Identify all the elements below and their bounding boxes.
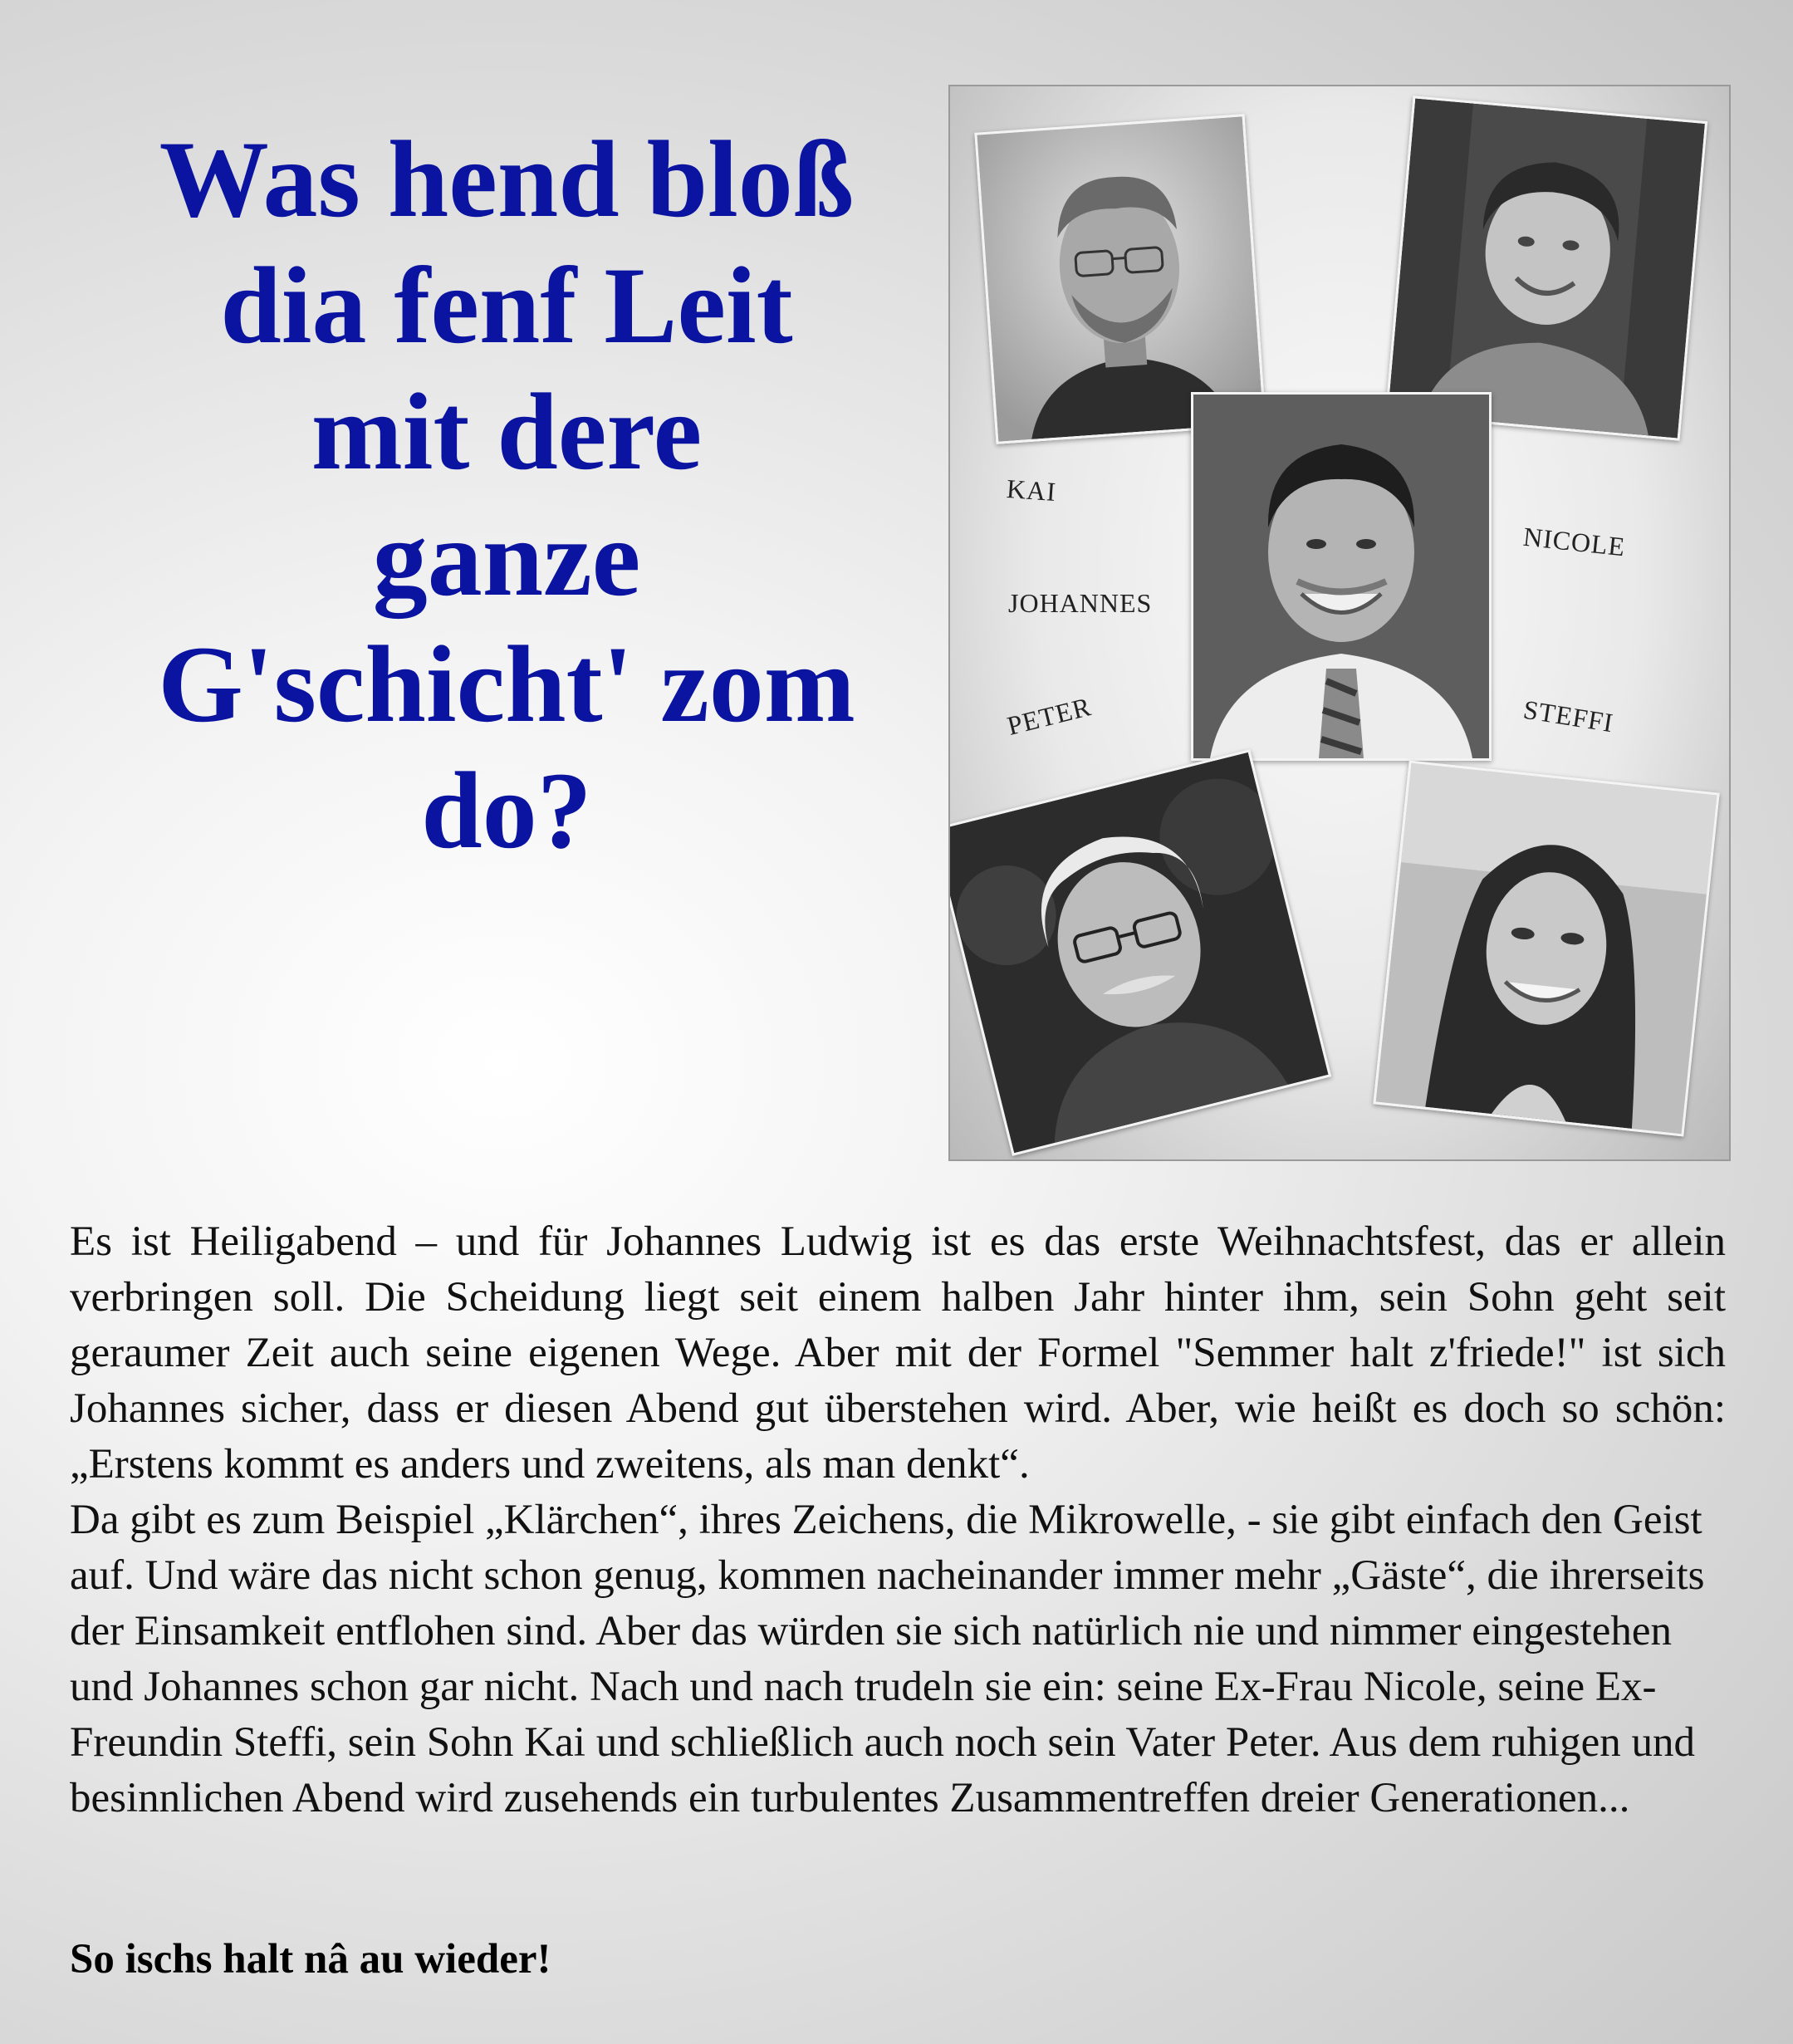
headline-line: mit dere xyxy=(311,370,703,493)
headline-line: do? xyxy=(421,749,592,871)
label-johannes: JOHANNES xyxy=(1008,588,1153,618)
photo-steffi xyxy=(1373,760,1719,1136)
synopsis-paragraph: Da gibt es zum Beispiel „Klärchen“, ihres Zeichens, die Mikrowelle, - sie gibt einfach den Geist auf. Und wäre das nicht schon genug, kommen nacheinander immer mehr „Gäste“, die ihrerseits der Einsamkeit entflohen sind. Aber das würden sie sich natürlich nie und nimmer eingestehen und Johannes schon gar nicht. Nach und nach trudeln sie ein: seine Ex-Frau Nicole, seine Ex-Freundin Steffi, sein Sohn Kai und schließlich auch noch sein Vater Peter. Aus dem ruhigen und besinnlichen Abend wird zusehends ein turbulentes Zusammentreffen dreier Generationen... xyxy=(70,1497,1705,1821)
label-kai: KAI xyxy=(1005,473,1058,507)
headline-line: dia fenf Leit xyxy=(220,244,793,366)
label-nicole: NICOLE xyxy=(1521,521,1627,562)
synopsis-text xyxy=(70,1214,1726,1826)
headline-line: Was hend bloß xyxy=(159,118,855,240)
photo-nicole xyxy=(1385,96,1707,441)
cast-photo-collage xyxy=(948,85,1731,1161)
headline-line: G'schicht' zom xyxy=(158,623,855,745)
photo-johannes xyxy=(1191,392,1492,761)
headline-line: ganze xyxy=(372,497,641,619)
label-peter: PETER xyxy=(1004,691,1095,741)
label-steffi: STEFFI xyxy=(1521,694,1616,738)
photo-peter xyxy=(948,749,1331,1156)
headline xyxy=(116,116,897,874)
synopsis-paragraph: Es ist Heiligabend – und für Johannes Ludwig ist es das erste Weihnachtsfest, das er allein verbringen soll. Die Scheidung liegt seit einem halben Jahr hinter ihm, sein Sohn geht seit geraumer Zeit auch seine eigenen Wege. Aber mit der Formel "Semmer halt z'friede!" ist sich Johannes sicher, dass er diesen Abend gut überstehen wird. Aber, wie heißt es doch so schön: „Erstens kommt es anders und zweitens, als man denkt“. xyxy=(70,1218,1726,1488)
tagline: So ischs halt nâ au wieder! xyxy=(70,1936,551,1983)
